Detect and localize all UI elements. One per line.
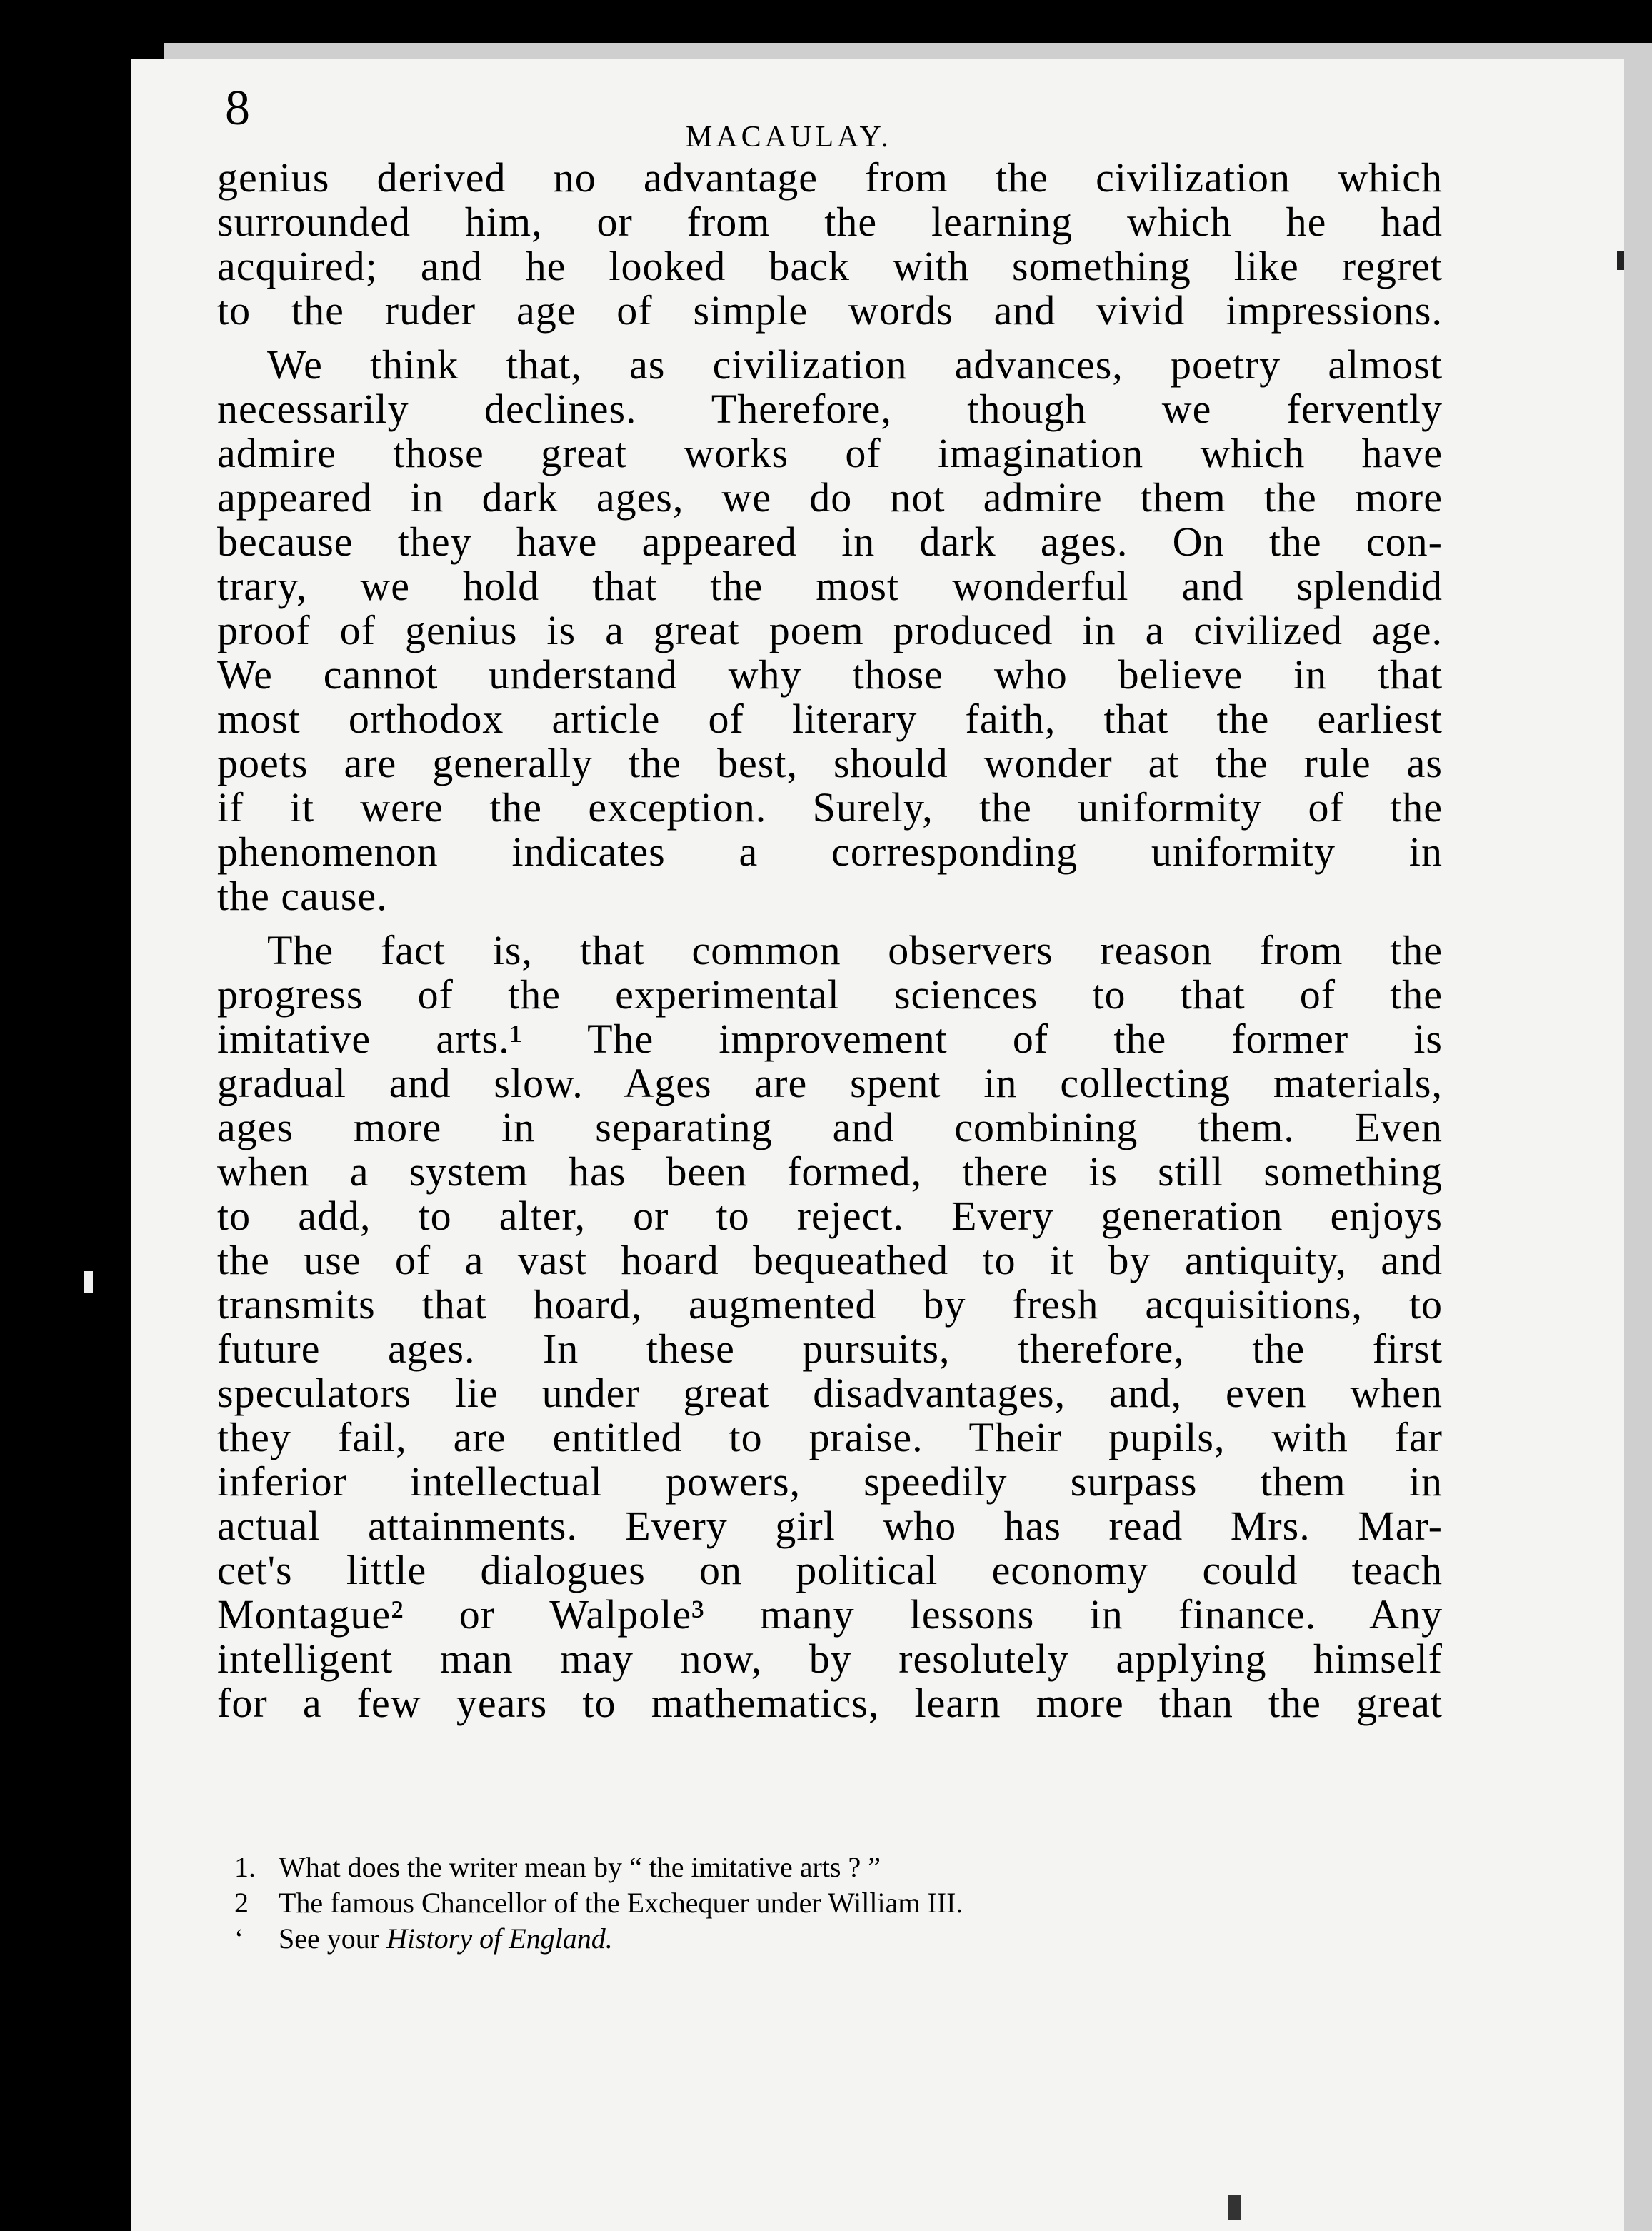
- text-line: progress of the experimental sciences to that of the: [217, 971, 1443, 1018]
- running-head: MACAULAY.: [686, 121, 892, 154]
- text-line: The fact is, that common observers reason from the: [267, 927, 1443, 973]
- text-line: trary, we hold that the most wonderful and splendid: [217, 563, 1443, 609]
- text-line: We think that, as civilization advances, poetry almost: [267, 341, 1443, 388]
- text-line: for a few years to mathematics, learn more than the great: [217, 1680, 1443, 1726]
- paragraph: [217, 928, 1443, 1725]
- footnote-number: ‘: [234, 1922, 244, 1955]
- text-line: when a system has been formed, there is still something: [217, 1148, 1443, 1195]
- text-line: actual attainments. Every girl who has read Mrs. Mar-: [217, 1503, 1443, 1549]
- page-number: 8: [225, 81, 250, 136]
- text-line: admire those great works of imagination which have: [217, 430, 1443, 476]
- paragraph: [217, 343, 1443, 918]
- text-line: cet's little dialogues on political economy could teach: [217, 1547, 1443, 1593]
- text-line: most orthodox article of literary faith, that the earliest: [217, 696, 1443, 742]
- footnote-italic-title: History of England.: [386, 1922, 613, 1955]
- footnotes: [234, 1850, 1448, 1957]
- text-line: phenomenon indicates a corresponding uniformity in: [217, 828, 1443, 875]
- text-line: poets are generally the best, should wonder at the rule as: [217, 740, 1443, 786]
- body-text: [217, 156, 1443, 1725]
- text-line: the cause.: [217, 873, 388, 919]
- footnote-number: 1.: [234, 1851, 256, 1883]
- text-line: to add, to alter, or to reject. Every generation enjoys: [217, 1193, 1443, 1239]
- margin-speck: [84, 1271, 93, 1293]
- footnote: [234, 1885, 1448, 1921]
- footnote: [234, 1921, 1448, 1957]
- text-line: future ages. In these pursuits, therefore, the first: [217, 1325, 1443, 1372]
- text-line: intelligent man may now, by resolutely applying himself: [217, 1635, 1443, 1682]
- footnote-text: See your: [279, 1922, 387, 1955]
- paragraph: [217, 156, 1443, 333]
- footnote: [234, 1850, 1448, 1885]
- page-edge-mark: [1617, 251, 1624, 270]
- text-line: gradual and slow. Ages are spent in collecting materials,: [217, 1060, 1443, 1106]
- text-line: Montague² or Walpole³ many lessons in finance. Any: [217, 1591, 1443, 1638]
- text-line: necessarily declines. Therefore, though we fervently: [217, 386, 1443, 432]
- text-line: appeared in dark ages, we do not admire them the more: [217, 474, 1443, 521]
- text-line: ages more in separating and combining them. Even: [217, 1104, 1443, 1150]
- text-line: acquired; and he looked back with something like regret: [217, 243, 1443, 289]
- footnote-text: The famous Chancellor of the Exchequer under William III.: [279, 1887, 963, 1919]
- text-line: imitative arts.¹ The improvement of the former is: [217, 1016, 1443, 1062]
- text-line: inferior intellectual powers, speedily surpass them in: [217, 1458, 1443, 1505]
- text-line: speculators lie under great disadvantages, and, even when: [217, 1370, 1443, 1416]
- text-line: if it were the exception. Surely, the uniformity of the: [217, 784, 1443, 831]
- text-line: the use of a vast hoard bequeathed to it by antiquity, and: [217, 1237, 1443, 1283]
- bottom-speck: [1228, 2195, 1241, 2220]
- text-line: because they have appeared in dark ages. On the con-: [217, 518, 1443, 565]
- text-line: they fail, are entitled to praise. Their pupils, with far: [217, 1414, 1443, 1460]
- text-line: transmits that hoard, augmented by fresh acquisitions, to: [217, 1281, 1443, 1328]
- text-line: proof of genius is a great poem produced in a civilized age.: [217, 607, 1443, 653]
- text-line: genius derived no advantage from the civilization which: [217, 154, 1443, 201]
- footnote-text: What does the writer mean by “ the imitative arts ? ”: [279, 1851, 881, 1883]
- text-line: to the ruder age of simple words and vivid impressions.: [217, 287, 1443, 334]
- text-line: We cannot understand why those who believe in that: [217, 651, 1443, 698]
- text-line: surrounded him, or from the learning which he had: [217, 199, 1443, 245]
- footnote-number: 2: [234, 1887, 249, 1919]
